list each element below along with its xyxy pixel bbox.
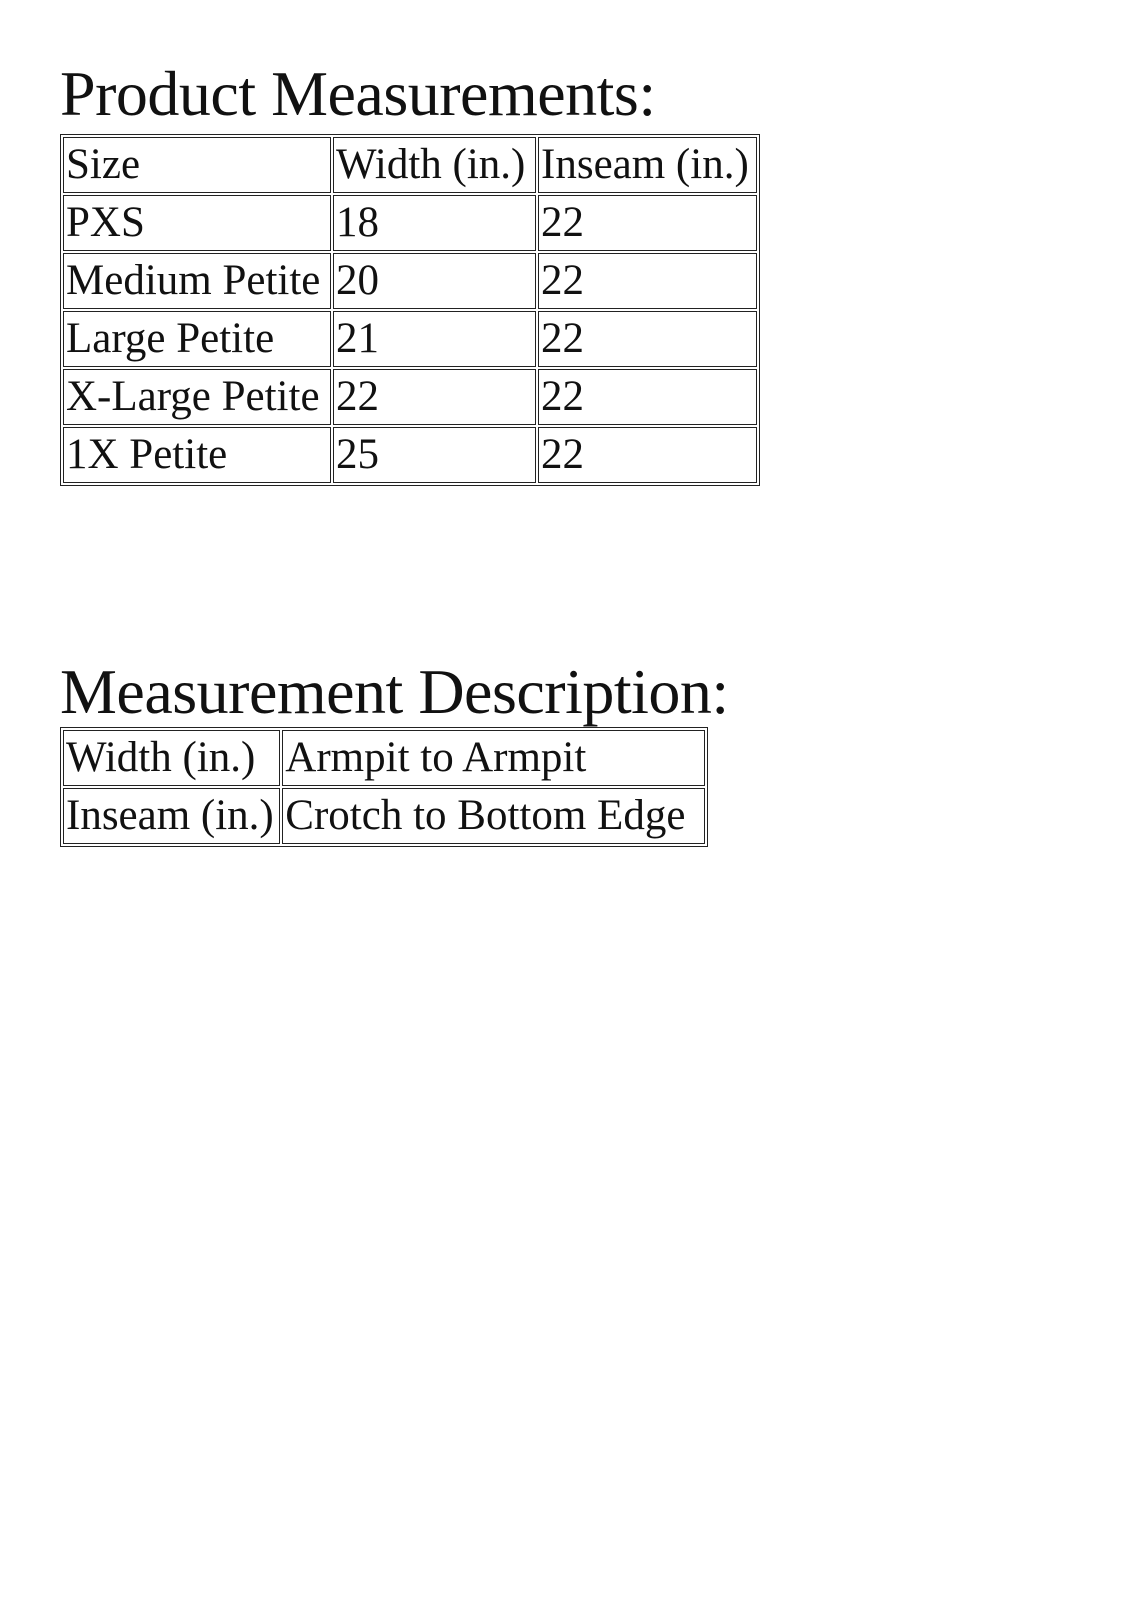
- width-cell: 25: [333, 427, 536, 483]
- inseam-cell: 22: [538, 195, 757, 251]
- inseam-cell: 22: [538, 253, 757, 309]
- measurement-description-cell: Crotch to Bottom Edge: [282, 788, 705, 844]
- size-cell: Large Petite: [63, 311, 331, 367]
- header-width: Width (in.): [333, 137, 536, 193]
- inseam-cell: 22: [538, 311, 757, 367]
- header-size: Size: [63, 137, 331, 193]
- measurement-name-cell: Width (in.): [63, 730, 280, 786]
- inseam-cell: 22: [538, 369, 757, 425]
- size-cell: Medium Petite: [63, 253, 331, 309]
- measurement-description-title: Measurement Description:: [60, 656, 729, 727]
- table-row: [63, 311, 757, 367]
- table-row: [63, 788, 705, 844]
- width-cell: 22: [333, 369, 536, 425]
- width-cell: 18: [333, 195, 536, 251]
- table-row: [63, 253, 757, 309]
- width-cell: 20: [333, 253, 536, 309]
- table-row: [63, 369, 757, 425]
- measurement-description-table: [60, 727, 708, 847]
- size-cell: PXS: [63, 195, 331, 251]
- table-row: [63, 730, 705, 786]
- measurement-name-cell: Inseam (in.): [63, 788, 280, 844]
- size-cell: 1X Petite: [63, 427, 331, 483]
- table-row: [63, 427, 757, 483]
- table-header-row: [63, 137, 757, 193]
- table-row: [63, 195, 757, 251]
- width-cell: 21: [333, 311, 536, 367]
- measurement-description-cell: Armpit to Armpit: [282, 730, 705, 786]
- product-measurements-table: [60, 134, 760, 486]
- product-measurements-title: Product Measurements:: [60, 58, 656, 129]
- inseam-cell: 22: [538, 427, 757, 483]
- size-cell: X-Large Petite: [63, 369, 331, 425]
- header-inseam: Inseam (in.): [538, 137, 757, 193]
